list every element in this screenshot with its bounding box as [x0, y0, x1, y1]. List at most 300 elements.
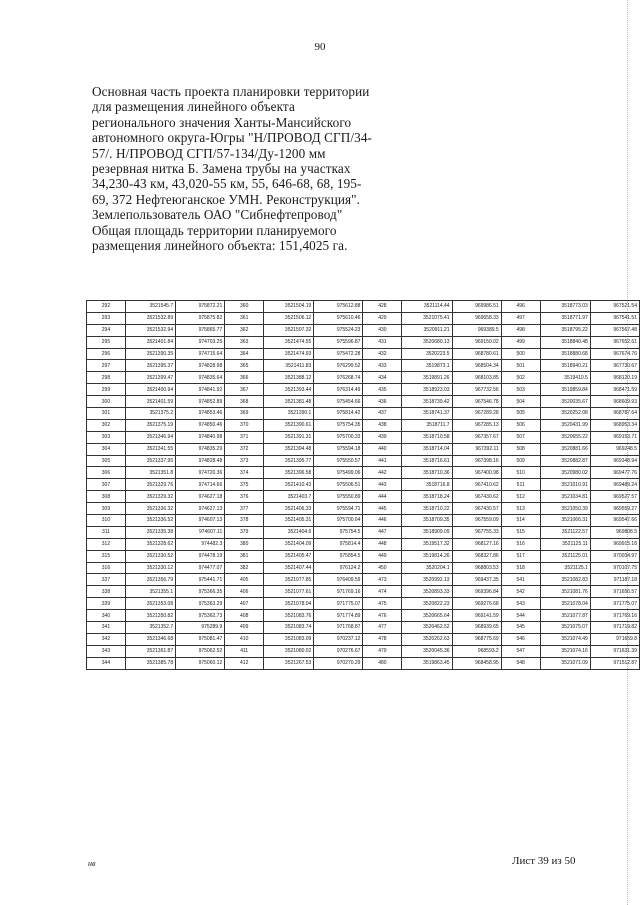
y-coordinate-cell: 967357.67 — [452, 431, 501, 443]
point-number-cell: 480 — [363, 657, 402, 669]
point-number-cell: 506 — [501, 419, 540, 431]
x-coordinate-cell: 3521329.32 — [125, 491, 175, 503]
y-coordinate-cell: 967546.78 — [452, 396, 501, 408]
x-coordinate-cell: 3520665.64 — [402, 610, 452, 622]
y-coordinate-cell: 976314.49 — [314, 384, 363, 396]
point-number-cell: 432 — [363, 348, 402, 360]
y-coordinate-cell: 975596.87 — [314, 336, 363, 348]
point-number-cell: 411 — [225, 645, 264, 657]
table-row — [87, 562, 640, 574]
y-coordinate-cell: 968504.34 — [452, 360, 501, 372]
table-row — [87, 598, 640, 610]
x-coordinate-cell: 3520655.22 — [540, 431, 590, 443]
point-number-cell: 366 — [225, 372, 264, 384]
x-coordinate-cell: 3521346.68 — [125, 633, 175, 645]
y-coordinate-cell: 969141.59 — [452, 610, 501, 622]
point-number-cell: 361 — [225, 312, 264, 324]
table-row — [87, 622, 640, 634]
point-number-cell: 380 — [225, 538, 264, 550]
point-number-cell: 408 — [225, 610, 264, 622]
point-number-cell: 446 — [363, 515, 402, 527]
title-line: резервная нитка Б. Замена трубы на участках — [92, 161, 351, 177]
y-coordinate-cell: 975814.42 — [314, 408, 363, 420]
point-number-cell: 367 — [225, 384, 264, 396]
table-row — [87, 336, 640, 348]
point-number-cell: 382 — [225, 562, 264, 574]
point-number-cell: 437 — [363, 408, 402, 420]
x-coordinate-cell: 3521328.62 — [125, 538, 175, 550]
title-line: Основная часть проекта планировки территории — [92, 84, 370, 99]
point-number-cell: 508 — [501, 443, 540, 455]
point-number-cell: 412 — [225, 657, 264, 669]
document-title — [92, 84, 412, 253]
y-coordinate-cell: 970107.75 — [590, 562, 639, 574]
x-coordinate-cell: 3520204.1 — [402, 562, 452, 574]
point-number-cell: 501 — [501, 360, 540, 372]
point-number-cell: 516 — [501, 538, 540, 550]
point-number-cell: 316 — [87, 562, 126, 574]
point-number-cell: 293 — [87, 312, 126, 324]
y-coordinate-cell: 975700.64 — [314, 515, 363, 527]
x-coordinate-cell: 3518739.42 — [402, 396, 452, 408]
table-row — [87, 491, 640, 503]
x-coordinate-cell: 3518710.22 — [402, 503, 452, 515]
table-row — [87, 301, 640, 313]
y-coordinate-cell: 969248.5 — [590, 443, 639, 455]
point-number-cell: 370 — [225, 419, 264, 431]
y-coordinate-cell: 968803.53 — [452, 562, 501, 574]
point-number-cell: 509 — [501, 455, 540, 467]
y-coordinate-cell: 967541.51 — [590, 312, 639, 324]
point-number-cell: 362 — [225, 324, 264, 336]
y-coordinate-cell: 967392.11 — [452, 443, 501, 455]
y-coordinate-cell: 975814.4 — [314, 538, 363, 550]
y-coordinate-cell: 967652.61 — [590, 336, 639, 348]
point-number-cell: 448 — [363, 538, 402, 550]
point-number-cell: 505 — [501, 408, 540, 420]
point-number-cell: 377 — [225, 503, 264, 515]
x-coordinate-cell: 3520035.67 — [540, 396, 590, 408]
y-coordinate-cell: 974714.66 — [176, 479, 225, 491]
x-coordinate-cell: 3521411.83 — [264, 360, 314, 372]
y-coordinate-cell: 974703.25 — [176, 336, 225, 348]
x-coordinate-cell: 3521071.09 — [540, 657, 590, 669]
x-coordinate-cell: 3521375.2 — [125, 408, 175, 420]
y-coordinate-cell: 971775.07 — [590, 598, 639, 610]
x-coordinate-cell: 3520992.13 — [402, 574, 452, 586]
y-coordinate-cell: 975363.29 — [176, 598, 225, 610]
x-coordinate-cell: 3521390.1 — [264, 408, 314, 420]
table-row — [87, 479, 640, 491]
y-coordinate-cell: 968120.19 — [590, 372, 639, 384]
point-number-cell: 513 — [501, 503, 540, 515]
x-coordinate-cell: 3521352.7 — [125, 622, 175, 634]
table-row — [87, 360, 640, 372]
x-coordinate-cell: 3521034.81 — [540, 491, 590, 503]
point-number-cell: 340 — [87, 610, 126, 622]
point-number-cell: 379 — [225, 526, 264, 538]
point-number-cell: 406 — [225, 586, 264, 598]
point-number-cell: 499 — [501, 336, 540, 348]
x-coordinate-cell: 3520431.99 — [540, 419, 590, 431]
point-number-cell: 405 — [225, 574, 264, 586]
x-coordinate-cell: 3518771.97 — [540, 312, 590, 324]
y-coordinate-cell: 969150.02 — [452, 336, 501, 348]
x-coordinate-cell: 3521077.61 — [264, 586, 314, 598]
x-coordinate-cell: 3518711.7 — [402, 419, 452, 431]
title-line: Землепользователь ОАО "Сибнефтепровод" — [92, 207, 343, 223]
y-coordinate-cell: 975550.57 — [314, 455, 363, 467]
table-row — [87, 503, 640, 515]
x-coordinate-cell: 3521336.52 — [125, 515, 175, 527]
table-row — [87, 396, 640, 408]
table-row — [87, 419, 640, 431]
x-coordinate-cell: 3521074.16 — [540, 645, 590, 657]
title-line: размещения линейного объекта: 151,4025 га. — [92, 238, 348, 254]
x-coordinate-cell: 3519410.5 — [540, 372, 590, 384]
x-coordinate-cell: 3518709.35 — [402, 515, 452, 527]
x-coordinate-cell: 3521395.37 — [125, 360, 175, 372]
page-number: 90 — [314, 41, 326, 53]
point-number-cell: 475 — [363, 598, 402, 610]
point-number-cell: 376 — [225, 491, 264, 503]
x-coordinate-cell: 3521388.12 — [264, 372, 314, 384]
point-number-cell: 441 — [363, 455, 402, 467]
y-coordinate-cell: 968775.69 — [452, 633, 501, 645]
x-coordinate-cell: 3521337.95 — [125, 455, 175, 467]
table-row — [87, 467, 640, 479]
y-coordinate-cell: 975612.88 — [314, 301, 363, 313]
y-coordinate-cell: 976124.2 — [314, 562, 363, 574]
point-number-cell: 449 — [363, 550, 402, 562]
y-coordinate-cell: 971659.8 — [590, 633, 639, 645]
point-number-cell: 477 — [363, 622, 402, 634]
y-coordinate-cell: 967732.56 — [452, 384, 501, 396]
point-number-cell: 444 — [363, 491, 402, 503]
y-coordinate-cell: 967430.62 — [452, 491, 501, 503]
table-row — [87, 443, 640, 455]
x-coordinate-cell: 3521400.94 — [125, 384, 175, 396]
y-coordinate-cell: 971187.18 — [590, 574, 639, 586]
point-number-cell: 307 — [87, 479, 126, 491]
y-coordinate-cell: 974478.19 — [176, 550, 225, 562]
x-coordinate-cell: 3520893.33 — [402, 586, 452, 598]
x-coordinate-cell: 3521404.6 — [264, 526, 314, 538]
x-coordinate-cell: 3521050.39 — [540, 503, 590, 515]
x-coordinate-cell: 3521532.89 — [125, 312, 175, 324]
point-number-cell: 311 — [87, 526, 126, 538]
y-coordinate-cell: 971656.57 — [590, 586, 639, 598]
x-coordinate-cell: 3521406.33 — [264, 503, 314, 515]
point-number-cell: 434 — [363, 372, 402, 384]
y-coordinate-cell: 968458.95 — [452, 657, 501, 669]
y-coordinate-cell: 974627.18 — [176, 491, 225, 503]
x-coordinate-cell: 3521125.1 — [540, 562, 590, 574]
y-coordinate-cell: 975441.71 — [176, 574, 225, 586]
point-number-cell: 430 — [363, 324, 402, 336]
y-coordinate-cell: 970237.12 — [314, 633, 363, 645]
point-number-cell: 478 — [363, 633, 402, 645]
y-coordinate-cell: 974627.13 — [176, 503, 225, 515]
x-coordinate-cell: 3521335.38 — [125, 526, 175, 538]
x-coordinate-cell: 3520223.5 — [402, 348, 452, 360]
y-coordinate-cell: 967559.09 — [452, 515, 501, 527]
point-number-cell: 546 — [501, 633, 540, 645]
coordinates-table — [86, 300, 640, 670]
y-coordinate-cell: 971768.87 — [314, 622, 363, 634]
x-coordinate-cell: 3520262.63 — [402, 633, 452, 645]
y-coordinate-cell: 969477.76 — [590, 467, 639, 479]
y-coordinate-cell: 976299.52 — [314, 360, 363, 372]
x-coordinate-cell: 3518840.48 — [540, 336, 590, 348]
y-coordinate-cell: 974607.11 — [176, 526, 225, 538]
point-number-cell: 292 — [87, 301, 126, 313]
point-number-cell: 547 — [501, 645, 540, 657]
y-coordinate-cell: 970034.97 — [590, 550, 639, 562]
point-number-cell: 436 — [363, 396, 402, 408]
y-coordinate-cell: 974828.48 — [176, 455, 225, 467]
footer-initials: нв — [88, 859, 96, 868]
coordinates-table-body — [87, 301, 640, 670]
y-coordinate-cell: 975754.35 — [314, 419, 363, 431]
x-coordinate-cell: 3518909.09 — [402, 526, 452, 538]
table-row — [87, 633, 640, 645]
title-line: для размещения линейного объекта — [92, 99, 295, 115]
point-number-cell: 474 — [363, 586, 402, 598]
x-coordinate-cell: 3518741.37 — [402, 408, 452, 420]
point-number-cell: 548 — [501, 657, 540, 669]
point-number-cell: 294 — [87, 324, 126, 336]
y-coordinate-cell: 967755.33 — [452, 526, 501, 538]
x-coordinate-cell: 3520045.36 — [402, 645, 452, 657]
x-coordinate-cell: 3521545.7 — [125, 301, 175, 313]
table-row — [87, 372, 640, 384]
x-coordinate-cell: 3518940.21 — [540, 360, 590, 372]
y-coordinate-cell: 969489.24 — [590, 479, 639, 491]
point-number-cell: 496 — [501, 301, 540, 313]
point-number-cell: 447 — [363, 526, 402, 538]
point-number-cell: 295 — [87, 336, 126, 348]
y-coordinate-cell: 969348.94 — [590, 455, 639, 467]
point-number-cell: 343 — [87, 645, 126, 657]
y-coordinate-cell: 969396.84 — [452, 586, 501, 598]
y-coordinate-cell: 976268.74 — [314, 372, 363, 384]
point-number-cell: 378 — [225, 515, 264, 527]
x-coordinate-cell: 3518795.22 — [540, 324, 590, 336]
point-number-cell: 507 — [501, 431, 540, 443]
point-number-cell: 306 — [87, 467, 126, 479]
y-coordinate-cell: 971719.82 — [590, 622, 639, 634]
x-coordinate-cell: 3521010.91 — [540, 479, 590, 491]
point-number-cell: 301 — [87, 408, 126, 420]
point-number-cell: 298 — [87, 372, 126, 384]
x-coordinate-cell: 3521114.44 — [402, 301, 452, 313]
point-number-cell: 429 — [363, 312, 402, 324]
x-coordinate-cell: 3521401.59 — [125, 396, 175, 408]
x-coordinate-cell: 3521410.43 — [264, 479, 314, 491]
y-coordinate-cell: 968780.61 — [452, 348, 501, 360]
table-row — [87, 312, 640, 324]
point-number-cell: 517 — [501, 550, 540, 562]
point-number-cell: 344 — [87, 657, 126, 669]
x-coordinate-cell: 3521078.04 — [264, 598, 314, 610]
y-coordinate-cell: 968787.64 — [590, 408, 639, 420]
x-coordinate-cell: 3521125.11 — [540, 538, 590, 550]
point-number-cell: 365 — [225, 360, 264, 372]
x-coordinate-cell: 3520980.02 — [540, 467, 590, 479]
x-coordinate-cell: 3520882.87 — [540, 455, 590, 467]
point-number-cell: 431 — [363, 336, 402, 348]
x-coordinate-cell: 3520680.13 — [402, 336, 452, 348]
point-number-cell: 440 — [363, 443, 402, 455]
point-number-cell: 371 — [225, 431, 264, 443]
x-coordinate-cell: 3521474.93 — [264, 348, 314, 360]
x-coordinate-cell: 3521341.55 — [125, 443, 175, 455]
point-number-cell: 476 — [363, 610, 402, 622]
y-coordinate-cell: 971512.87 — [590, 657, 639, 669]
point-number-cell: 297 — [87, 360, 126, 372]
x-coordinate-cell: 3519517.32 — [402, 538, 452, 550]
point-number-cell: 342 — [87, 633, 126, 645]
point-number-cell: 338 — [87, 586, 126, 598]
point-number-cell: 309 — [87, 503, 126, 515]
point-number-cell: 443 — [363, 479, 402, 491]
x-coordinate-cell: 3521077.87 — [540, 610, 590, 622]
x-coordinate-cell: 3521381.48 — [264, 396, 314, 408]
x-coordinate-cell: 3519859.84 — [540, 384, 590, 396]
point-number-cell: 542 — [501, 586, 540, 598]
y-coordinate-cell: 969153.71 — [590, 431, 639, 443]
x-coordinate-cell: 3521074.49 — [540, 633, 590, 645]
y-coordinate-cell: 967400.98 — [452, 467, 501, 479]
y-coordinate-cell: 974828.98 — [176, 360, 225, 372]
point-number-cell: 373 — [225, 455, 264, 467]
point-number-cell: 372 — [225, 443, 264, 455]
x-coordinate-cell: 3521083.76 — [264, 610, 314, 622]
y-coordinate-cell: 974840.98 — [176, 431, 225, 443]
y-coordinate-cell: 974715.64 — [176, 348, 225, 360]
y-coordinate-cell: 967285.13 — [452, 419, 501, 431]
x-coordinate-cell: 3521080.02 — [264, 645, 314, 657]
x-coordinate-cell: 3521385.78 — [125, 657, 175, 669]
point-number-cell: 428 — [363, 301, 402, 313]
x-coordinate-cell: 3521405.47 — [264, 550, 314, 562]
x-coordinate-cell: 3518923.03 — [402, 384, 452, 396]
y-coordinate-cell: 968103.85 — [452, 372, 501, 384]
table-row — [87, 324, 640, 336]
y-coordinate-cell: 975872.21 — [176, 301, 225, 313]
x-coordinate-cell: 3521393.44 — [264, 384, 314, 396]
x-coordinate-cell: 3521329.76 — [125, 479, 175, 491]
x-coordinate-cell: 3521346.94 — [125, 431, 175, 443]
x-coordinate-cell: 3521267.53 — [264, 657, 314, 669]
point-number-cell: 308 — [87, 491, 126, 503]
table-row — [87, 526, 640, 538]
point-number-cell: 497 — [501, 312, 540, 324]
point-number-cell: 503 — [501, 384, 540, 396]
x-coordinate-cell: 3520881.66 — [540, 443, 590, 455]
point-number-cell: 450 — [363, 562, 402, 574]
x-coordinate-cell: 3521395.77 — [264, 455, 314, 467]
table-row — [87, 431, 640, 443]
point-number-cell: 433 — [363, 360, 402, 372]
x-coordinate-cell: 3521399.47 — [125, 372, 175, 384]
x-coordinate-cell: 3521375.19 — [125, 419, 175, 431]
x-coordinate-cell: 3520462.52 — [402, 622, 452, 634]
y-coordinate-cell: 975610.46 — [314, 312, 363, 324]
y-coordinate-cell: 974852.89 — [176, 396, 225, 408]
point-number-cell: 544 — [501, 610, 540, 622]
y-coordinate-cell: 967521.54 — [590, 301, 639, 313]
point-number-cell: 511 — [501, 479, 540, 491]
point-number-cell: 543 — [501, 598, 540, 610]
x-coordinate-cell: 3521083.74 — [264, 622, 314, 634]
x-coordinate-cell: 3521396.58 — [264, 467, 314, 479]
x-coordinate-cell: 3520822.23 — [402, 598, 452, 610]
y-coordinate-cell: 974720.36 — [176, 467, 225, 479]
x-coordinate-cell: 3519891.26 — [402, 372, 452, 384]
y-coordinate-cell: 975289.9 — [176, 622, 225, 634]
y-coordinate-cell: 974853.46 — [176, 408, 225, 420]
x-coordinate-cell: 3521353.08 — [125, 598, 175, 610]
point-number-cell: 363 — [225, 336, 264, 348]
point-number-cell: 514 — [501, 515, 540, 527]
point-number-cell: 473 — [363, 574, 402, 586]
y-coordinate-cell: 975472.28 — [314, 348, 363, 360]
title-line: Общая площадь территории планируемого — [92, 222, 337, 238]
point-number-cell: 518 — [501, 562, 540, 574]
x-coordinate-cell: 3521330.52 — [125, 550, 175, 562]
y-coordinate-cell: 975362.73 — [176, 610, 225, 622]
y-coordinate-cell: 975550.89 — [314, 491, 363, 503]
table-row — [87, 538, 640, 550]
x-coordinate-cell: 3521078.04 — [540, 598, 590, 610]
point-number-cell: 364 — [225, 348, 264, 360]
point-number-cell: 360 — [225, 301, 264, 313]
y-coordinate-cell: 974482.3 — [176, 538, 225, 550]
x-coordinate-cell: 3518718.24 — [402, 491, 452, 503]
point-number-cell: 315 — [87, 550, 126, 562]
table-row — [87, 408, 640, 420]
y-coordinate-cell: 975454.66 — [314, 396, 363, 408]
point-number-cell: 515 — [501, 526, 540, 538]
y-coordinate-cell: 975754.5 — [314, 526, 363, 538]
y-coordinate-cell: 975524.23 — [314, 324, 363, 336]
y-coordinate-cell: 975854.5 — [314, 550, 363, 562]
point-number-cell: 339 — [87, 598, 126, 610]
point-number-cell: 303 — [87, 431, 126, 443]
x-coordinate-cell: 3518716.8 — [402, 479, 452, 491]
y-coordinate-cell: 968939.65 — [452, 622, 501, 634]
y-coordinate-cell: 971775.07 — [314, 598, 363, 610]
y-coordinate-cell: 975875.82 — [176, 312, 225, 324]
table-row — [87, 455, 640, 467]
x-coordinate-cell: 3520252.08 — [540, 408, 590, 420]
y-coordinate-cell: 975700.33 — [314, 431, 363, 443]
point-number-cell: 541 — [501, 574, 540, 586]
table-row — [87, 645, 640, 657]
point-number-cell: 368 — [225, 396, 264, 408]
point-number-cell: 369 — [225, 408, 264, 420]
point-number-cell: 438 — [363, 419, 402, 431]
y-coordinate-cell: 975594.18 — [314, 443, 363, 455]
y-coordinate-cell: 971769.16 — [590, 610, 639, 622]
table-row — [87, 550, 640, 562]
point-number-cell: 312 — [87, 538, 126, 550]
y-coordinate-cell: 969658.33 — [452, 312, 501, 324]
y-coordinate-cell: 967398.16 — [452, 455, 501, 467]
x-coordinate-cell: 3521356.79 — [125, 574, 175, 586]
